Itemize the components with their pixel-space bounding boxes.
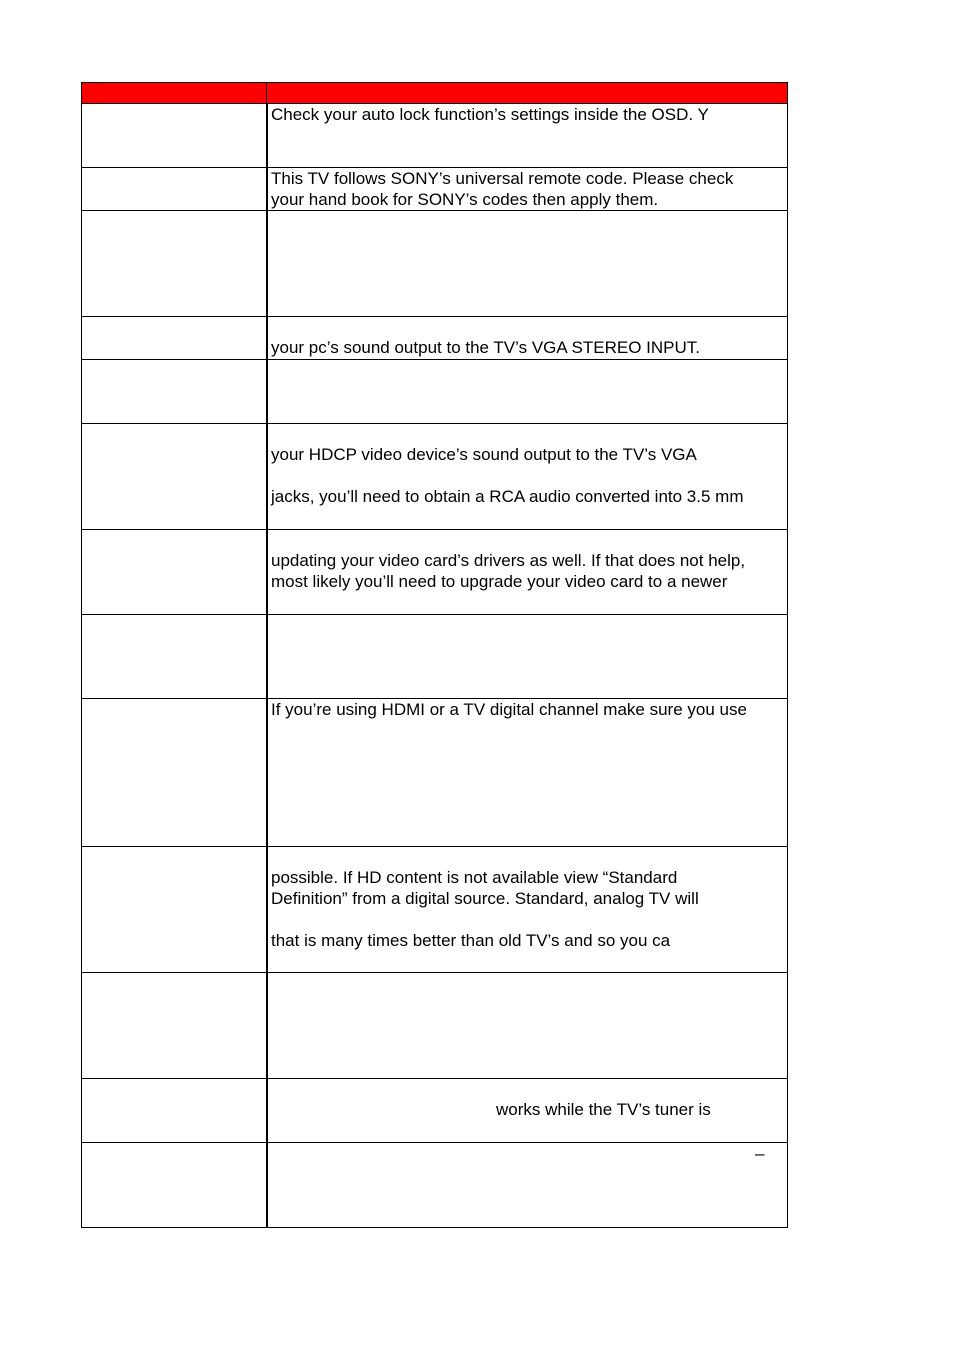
solution-cell	[266, 1079, 787, 1142]
table-row	[81, 699, 788, 847]
solution-cell	[266, 530, 787, 614]
solution-text: works while the TV’s tuner is	[496, 1100, 711, 1119]
solution-cell	[266, 973, 787, 1078]
solution-text: possible. If HD content is not available view “Standard	[271, 868, 678, 887]
solution-text: Definition” from a digital source. Standard, analog TV will	[271, 889, 699, 908]
solution-text: This TV follows SONY’s universal remote code. Please check	[271, 169, 734, 188]
table-row	[81, 168, 788, 211]
table-row	[81, 104, 788, 168]
table-row	[81, 424, 788, 530]
problem-cell	[82, 699, 266, 846]
problem-cell	[82, 104, 266, 167]
solution-text: your hand book for SONY’s codes then apply them.	[271, 190, 659, 209]
solution-cell	[266, 847, 787, 972]
problem-cell	[82, 424, 266, 529]
table-row	[81, 973, 788, 1079]
solution-text: your HDCP video device’s sound output to the TV’s VGA	[271, 445, 697, 464]
solution-cell	[266, 211, 787, 316]
solution-cell	[266, 1143, 787, 1227]
solution-cell	[266, 699, 787, 846]
problem-cell	[82, 530, 266, 614]
solution-text: –	[755, 1144, 765, 1163]
solution-text: updating your video card’s drivers as well. If that does not help,	[271, 551, 746, 570]
table-row	[81, 360, 788, 424]
table-row	[81, 530, 788, 615]
solution-text: most likely you’ll need to upgrade your video card to a newer	[271, 572, 728, 591]
problem-cell	[82, 1143, 266, 1227]
problem-cell	[82, 360, 266, 423]
table-row	[81, 1143, 788, 1228]
problem-cell	[82, 615, 266, 698]
solution-text: jacks, you’ll need to obtain a RCA audio converted into 3.5 mm	[271, 487, 744, 506]
solution-cell	[266, 615, 787, 698]
problem-cell	[82, 973, 266, 1078]
solution-cell	[266, 317, 787, 359]
solution-cell	[266, 168, 787, 210]
solution-cell	[266, 424, 787, 529]
solution-cell	[266, 360, 787, 423]
table-row	[81, 211, 788, 317]
problem-cell	[82, 847, 266, 972]
solution-text: your pc’s sound output to the TV’s VGA STEREO INPUT.	[271, 338, 700, 357]
problem-cell	[82, 317, 266, 359]
table-row	[81, 317, 788, 360]
problem-cell	[82, 211, 266, 316]
table-row	[81, 847, 788, 973]
table-header-row	[81, 82, 788, 104]
solution-text: Check your auto lock function’s settings inside the OSD. Y	[271, 105, 709, 124]
solution-text: If you’re using HDMI or a TV digital channel make sure you use	[271, 700, 747, 719]
table-row	[81, 1079, 788, 1143]
problem-cell	[82, 1079, 266, 1142]
header-divider	[266, 83, 267, 105]
problem-cell	[82, 168, 266, 210]
solution-text: that is many times better than old TV’s and so you ca	[271, 931, 671, 950]
solution-cell	[266, 104, 787, 167]
table-row	[81, 615, 788, 699]
